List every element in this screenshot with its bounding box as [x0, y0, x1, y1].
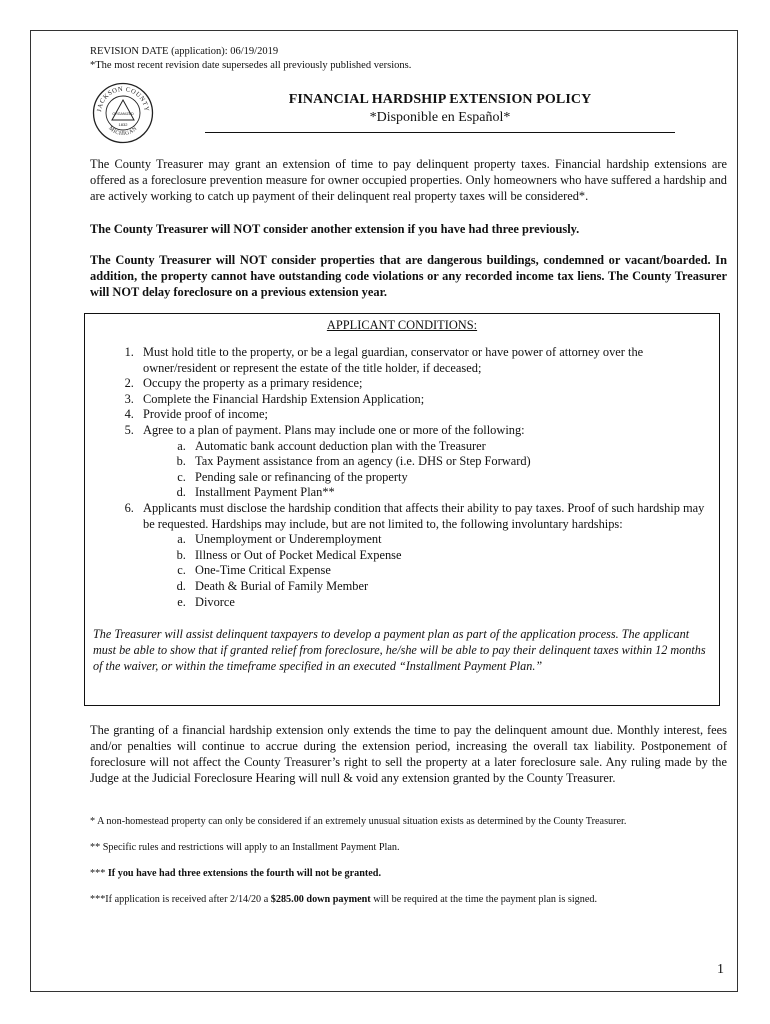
- footnote-fourth-extension: *** If you have had three extensions the fourth will not be granted.: [90, 868, 382, 879]
- condition-item: 5. Agree to a plan of payment. Plans may include one or more of the following: a. Automatic bank account deduction plan with the Treasurer b. Tax Payment assistance from an agency (i.e. DHS or Step Forward) c. Pending sale or refinancing of the property d. Installment Payment Plan**: [137, 423, 709, 501]
- applicant-conditions-box: [84, 313, 720, 706]
- treasurer-assistance-note: The Treasurer will assist delinquent taxpayers to develop a payment plan as part of the application process. The applicant must be able to show that if granted relief from foreclosure, he/she will be able to pay their delinquent taxes within 12 months of the waiver, or within the timeframe specified in an executed “Installment Payment Plan.”: [93, 627, 706, 674]
- hardship-item: a. Unemployment or Underemployment: [189, 532, 709, 548]
- intro-paragraph: The County Treasurer may grant an extension of time to pay delinquent property taxes. Financial hardship extensions are offered as a foreclosure prevention measure for owner occupied properties. Only homeowners who have suffered a hardship and are actively working to catch up payment of their delinquent real property taxes will be considered*.: [90, 157, 727, 203]
- page-number: 1: [717, 962, 724, 977]
- revision-date: REVISION DATE (application): 06/19/2019: [90, 46, 279, 57]
- hardship-item: b. Illness or Out of Pocket Medical Expense: [189, 548, 709, 564]
- svg-text:MICHIGAN: [107, 126, 138, 137]
- seal-top-text: JACKSON COUNTY: [96, 85, 151, 113]
- hardship-item: c. One-Time Critical Expense: [189, 563, 709, 579]
- hardship-item: d. Death & Burial of Family Member: [189, 579, 709, 595]
- extension-limit-warning: The County Treasurer will NOT consider another extension if you have had three previously.: [90, 222, 580, 236]
- conditions-heading: APPLICANT CONDITIONS:: [326, 318, 478, 332]
- document-subtitle: *Disponible en Español*: [369, 110, 511, 125]
- footnote-non-homestead: * A non-homestead property can only be considered if an extremely unusual situation exists as determined by the County Treasurer.: [90, 816, 627, 827]
- county-seal-icon: [92, 82, 154, 144]
- footnote-down-payment: ***If application is received after 2/14/20 a $285.00 down payment will be required at the time the payment plan is signed.: [90, 894, 598, 905]
- payment-plan-item: d. Installment Payment Plan**: [189, 485, 709, 501]
- payment-plan-item: c. Pending sale or refinancing of the property: [189, 470, 709, 486]
- condition-item: 4. Provide proof of income;: [137, 407, 709, 423]
- payment-plan-item: a. Automatic bank account deduction plan with the Treasurer: [189, 439, 709, 455]
- payment-plan-item: b. Tax Payment assistance from an agency (i.e. DHS or Step Forward): [189, 454, 709, 470]
- seal-bottom-text: MICHIGAN: [107, 125, 139, 138]
- revision-block: [90, 45, 411, 73]
- property-restrictions-warning: The County Treasurer will NOT consider properties that are dangerous buildings, condemned or vacant/boarded. In addition, the property cannot have outstanding code violations or any recorded income tax liens. The County Treasurer will NOT delay foreclosure on a previous extension year.: [90, 253, 727, 299]
- condition-item: 3. Complete the Financial Hardship Extension Application;: [137, 392, 709, 408]
- payment-plan-list: [143, 439, 709, 501]
- document-title: FINANCIAL HARDSHIP EXTENSION POLICY: [288, 92, 592, 107]
- revision-note: *The most recent revision date supersedes all previously published versions.: [90, 60, 412, 71]
- condition-item: 1. Must hold title to the property, or be a legal guardian, conservator or have power of attorney over the owner/resident or represent the estate of the title holder, if deceased;: [137, 345, 709, 376]
- condition-item: 6. Applicants must disclose the hardship condition that affects their ability to pay taxes. Proof of such hardship may be requested. Hardships may include, but are not limited to, the following involuntary hardships: a. Unemployment or Underemployment b. Illness or Out of Pocket Medical Expense c. One-Time Critical Expense d. Death & Burial of Family Member e. Divorce: [137, 501, 709, 610]
- seal-center-text: ORGANIZED: [112, 112, 134, 116]
- hardship-list: [143, 532, 709, 610]
- footnote-installment: ** Specific rules and restrictions will apply to an Installment Payment Plan.: [90, 842, 400, 853]
- hardship-item: e. Divorce: [189, 595, 709, 611]
- document-header: [205, 92, 675, 133]
- header-rule: [205, 132, 675, 133]
- conditions-list: [85, 345, 719, 610]
- seal-year-text: 1832: [118, 122, 128, 127]
- condition-item: 2. Occupy the property as a primary residence;: [137, 376, 709, 392]
- granting-paragraph: The granting of a financial hardship extension only extends the time to pay the delinquent amount due. Monthly interest, fees and/or penalties will continue to accrue during the extension period, increasing the overall tax liability. Postponement of foreclosure will not affect the County Treasurer’s right to sell the property at a later foreclosure sale. Any ruling made by the Judge at the Judicial Foreclosure Hearing will null & void any extension granted by the County Treasurer.: [90, 723, 727, 785]
